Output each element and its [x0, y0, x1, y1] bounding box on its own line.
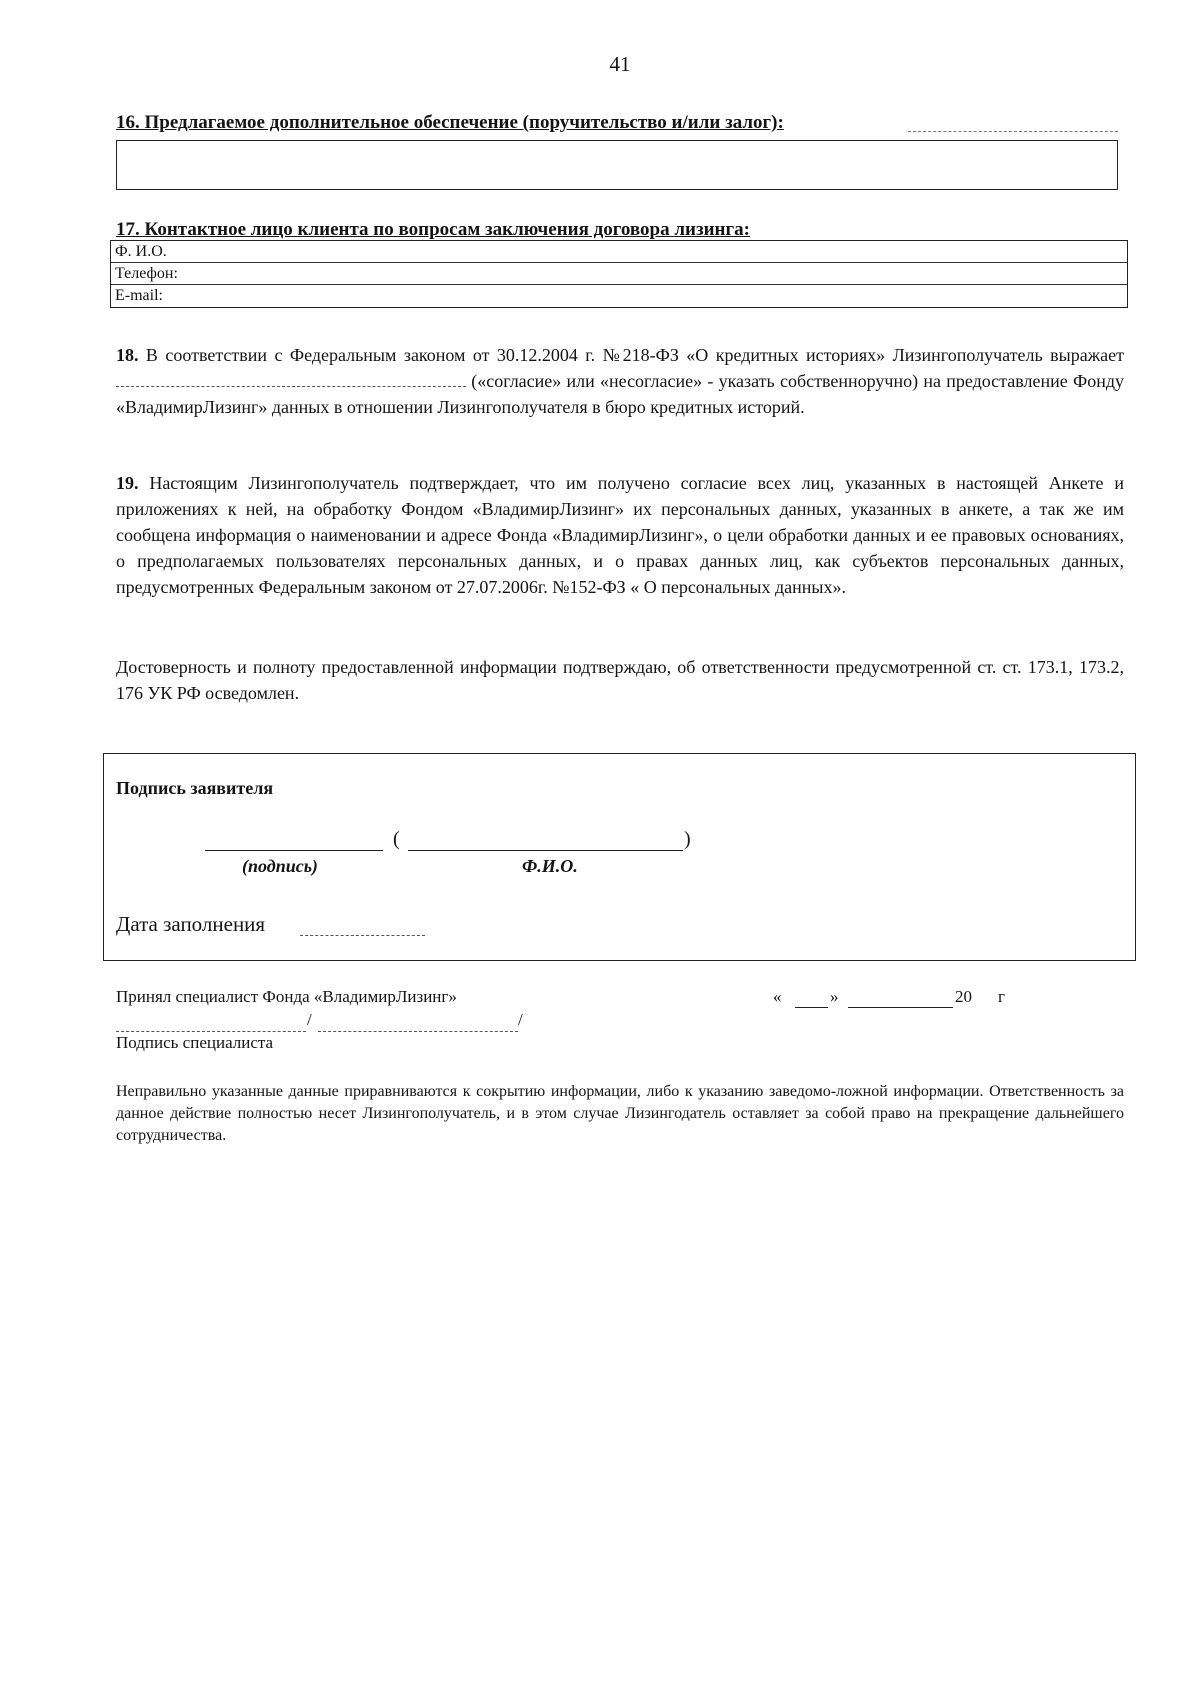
section-16-input-box[interactable] — [116, 140, 1118, 190]
fill-date-line[interactable] — [300, 935, 425, 936]
fio-paren-open: ( — [393, 828, 400, 850]
date-quote-close: » — [830, 987, 839, 1006]
acceptance-day-line[interactable] — [795, 1007, 828, 1008]
contact-row-fio[interactable]: Ф. И.О. — [111, 241, 1127, 263]
fio-line[interactable] — [408, 850, 683, 851]
specialist-slash-1: / — [307, 1010, 312, 1029]
confirmation-paragraph: Достоверность и полноту предоставленной информации подтверждаю, об ответственности предусмотренной ст. ст. 173.1, 173.2, 176 УК РФ осведомлен. — [116, 657, 1124, 703]
specialist-slash-2: / — [518, 1010, 523, 1029]
signature-line[interactable] — [205, 850, 383, 851]
section-18-text-after: («согласие» или «несогласие» - указать собственноручно) на предоставление Фонду «ВладимирЛизинг» данных в отношении Лизингополучателя в бюро кредитных историй. — [116, 371, 1124, 417]
section-18-text-before: В соответствии с Федеральным законом от 30.12.2004 г. №218-ФЗ «О кредитных историях» Лизингополучатель выражает — [138, 345, 1124, 365]
specialist-signature-line[interactable] — [116, 1031, 306, 1032]
contact-row-email[interactable]: E-mail: — [115, 287, 163, 304]
applicant-signature-title: Подпись заявителя — [116, 778, 274, 798]
contact-row-phone[interactable]: Телефон: — [111, 263, 1127, 285]
acceptance-month-line[interactable] — [848, 1007, 953, 1008]
page-number: 41 — [609, 52, 631, 76]
fio-paren-close: ) — [684, 828, 691, 850]
section-18-number: 18. — [116, 345, 139, 365]
fill-date-label: Дата заполнения — [116, 912, 266, 936]
section-17-title: 17. Контактное лицо клиента по вопросам заключения договора лизинга: — [116, 219, 750, 240]
signature-caption: (подпись) — [242, 856, 318, 876]
accepted-by-specialist: Принял специалист Фонда «ВладимирЛизинг» — [116, 987, 457, 1006]
section-19-text: Настоящим Лизингополучатель подтверждает, что им получено согласие всех лиц, указанных в настоящей Анкете и приложениях к ней, на обработку Фондом «ВладимирЛизинг» их персональных данных, указанных в анкете, а так же им сообщена информация о наименовании и адресе Фонда «ВладимирЛизинг», о цели обработки данных и ее правовых основаниях, о предполагаемых пользователях персональных данных, и о правах данных лиц, как субъектов персональных данных, предусмотренных Федеральным законом от 27.07.2006г. №152-ФЗ « О персональных данных». — [116, 473, 1124, 597]
acceptance-year: 20 — [955, 987, 972, 1006]
contact-table — [110, 240, 1128, 308]
consent-blank-field[interactable] — [116, 372, 466, 387]
disclaimer-paragraph: Неправильно указанные данные приравниваются к сокрытию информации, либо к указанию заведомо-ложной информации. Ответственность за данное действие полностью несет Лизингополучатель, и в этом случае Лизингодатель оставляет за собой право на прекращение дальнейшего сотрудничества. — [116, 1083, 1124, 1144]
fio-caption: Ф.И.О. — [522, 856, 578, 876]
section-18-paragraph — [116, 342, 1124, 420]
section-16-title: 16. Предлагаемое дополнительное обеспечение (поручительство и/или залог): — [116, 112, 784, 133]
section-19-number: 19. — [116, 473, 139, 493]
date-quote-open: « — [773, 987, 782, 1006]
specialist-name-line[interactable] — [318, 1031, 518, 1032]
section-19-paragraph — [116, 470, 1124, 600]
specialist-signature-caption: Подпись специалиста — [116, 1033, 274, 1052]
section-16-title-dashed-line — [908, 131, 1118, 132]
acceptance-year-suffix: г — [998, 987, 1005, 1006]
